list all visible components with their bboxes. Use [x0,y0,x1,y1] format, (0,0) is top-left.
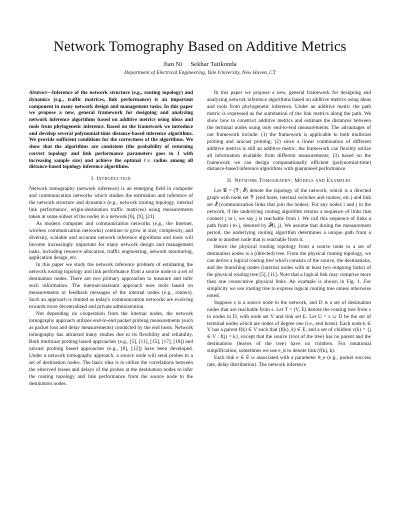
abstract [29,90,193,171]
paragraph: In this paper we study the network inference problem of estimating the network routing topology and link performance from a source node to a set of destination nodes. There are two primary approaches to measure and infer such information. The internal-assistant approach uses tools based on measurements or feedback messages of the internal nodes (e.g., routers). Such an approach is limited as today's communication networks are evolving towards more decentralized and private administration. [29,262,193,311]
abstract-text: —Inference of the network structure (e.g., routing topology) and dynamics (e.g., traffic matrices, link performance) is an important component in many network design and management tasks. In this paper we propose a new, general framework for designing and analyzing network inference algorithms based on additive metrics using ideas and tools from phylogenetic inference. Based on the framework we introduce and develop several polynomial-time distance-based inference algorithms. We provide sufficient conditions for the correctness of the algorithms. We show that the algorithms are consistent (the probability of returning correct topology and link performance parameters goes to 1 with increasing sample size) and achieve the optimal ℓ∞ radius among all distance-based topology inference algorithms. [29,90,193,171]
section-heading-introduction: I. Introduction [91,176,131,182]
paragraph: As modern computer and communication networks (e.g., the Internet, wireless communication networks) continue to grow in size, complexity, and diversity, scalable and accurate network inference algorithms and tools will become increasingly important for many network design and management tasks, including resource allocation, traffic engineering, network monitoring, application design, etc. [29,220,193,262]
author-names: Jian Ni Sekhar Tatikonda [163,61,237,68]
paragraph: Each link e ∈ E is associated with a parameter θ_e (e.g., packet success rate, delay distribution). The network inference [207,355,371,369]
paragraph: Network tomography (network inference) is an emerging field in computer and communication networks which studies the estimation and inference of the network structure and dynamics (e.g., network routing topology, internal link performance, origin-destination traffic matrices) using measurements taken at some subset of the nodes in a network [6], [9], [21]. [29,185,193,220]
section-heading-models: II. Network Tomography: Models and Examples [227,178,351,185]
right-column [207,90,371,388]
two-column-body [29,90,371,388]
paragraph: Hence the physical routing topology from a source node to a set of destination nodes is a (directed) tree. From the physical routing topology, we can derive a logical routing tree which consists of the source, the destinations, and the branching nodes (internal nodes with at least two outgoing links) of the physical routing tree [5], [11]. Note that a logical link may comprise more than one consecutive physical links. An example is shown in Fig. 1. For simplicity we use routing tree to express logical routing tree unless otherwise noted. [207,244,371,299]
left-column [29,90,193,388]
abstract-label: Abstract [29,90,47,96]
paragraph: In this paper we propose a new, general framework for designing and analyzing network inference algorithms based on additive metrics using ideas and tools from phylogenetic inference. Under an additive metric the path metric is expressed as the summation of the link metrics along the path. We show how to construct additive metrics and estimate the distances between the terminal nodes using only end-to-end measurements. The advantages of our framework include: (1) the framework is applicable to both multicast probing and unicast probing; (2) since a linear combination of different additive metrics is still an additive metric, the framework can flexibly utilize all information available from different measurements; (3) based on the framework we can design computationally efficient (polynomial-time) distance-based inference algorithms with guaranteed performance. [207,90,371,173]
paragraph: Not depending on cooperation from the internal nodes, the network tomography approach utilizes end-to-end packet probing measurements (such as packet loss and delay measurements) conducted by the end hosts. Network tomography has attracted many studies due to its flexibility and reliability. Both multicast probing based approaches (e.g., [5], [11], [15], [17], [18]) and unicast probing based approaches (e.g., [8], [12]) have been developed. Under a network tomography approach, a source node will send probes to a set of destination nodes. The basic idea is to utilize the correlations between the observed losses and delays of the probes at the destination nodes to infer the routing topology and link performance from the source node to the destination nodes. [29,311,193,387]
paper-title: Network Tomography Based on Additive Metrics [53,39,347,55]
paragraph: Suppose s is a source node in the network, and D is a set of destination nodes that are reachable from s. Let T = (V, E) denote the routing tree from s to nodes in D, with node set V and link set E. Let U = s ∪ D be the set of terminal nodes which are nodes of degree one (i.e., end hosts). Each node k ∈ V has a parent f(k) ∈ V such that (f(k), k) ∈ E, and a set of children c(k) = {j ∈ V : f(j) = k}, except that the source (root of the tree) has no parent and the destinations (leaves of the tree) have no children. For notational simplification, sometimes we use e_k to denote link (f(k), k). [207,299,371,355]
paragraph: Let 𝒢 = (𝒱, ℰ) denote the topology of the network, which is a directed graph with node set 𝒱 (end hosts, internal switches and routers, etc.) and link set ℰ (communication links that join the nodes). For any nodes i and j in the network, if the underlying routing algorithm returns a sequence of links that connect j to i, we say j is reachable from i. We call this sequence of links a path from i to j, denoted by 𝒫(i, j). We assume that during the measurement period, the underlying routing algorithm determines a unique path from a node to another node that is reachable from it. [207,188,371,244]
author-affiliation: Department of Electrical Engineering, Yale University, New Haven, CT [124,70,276,76]
